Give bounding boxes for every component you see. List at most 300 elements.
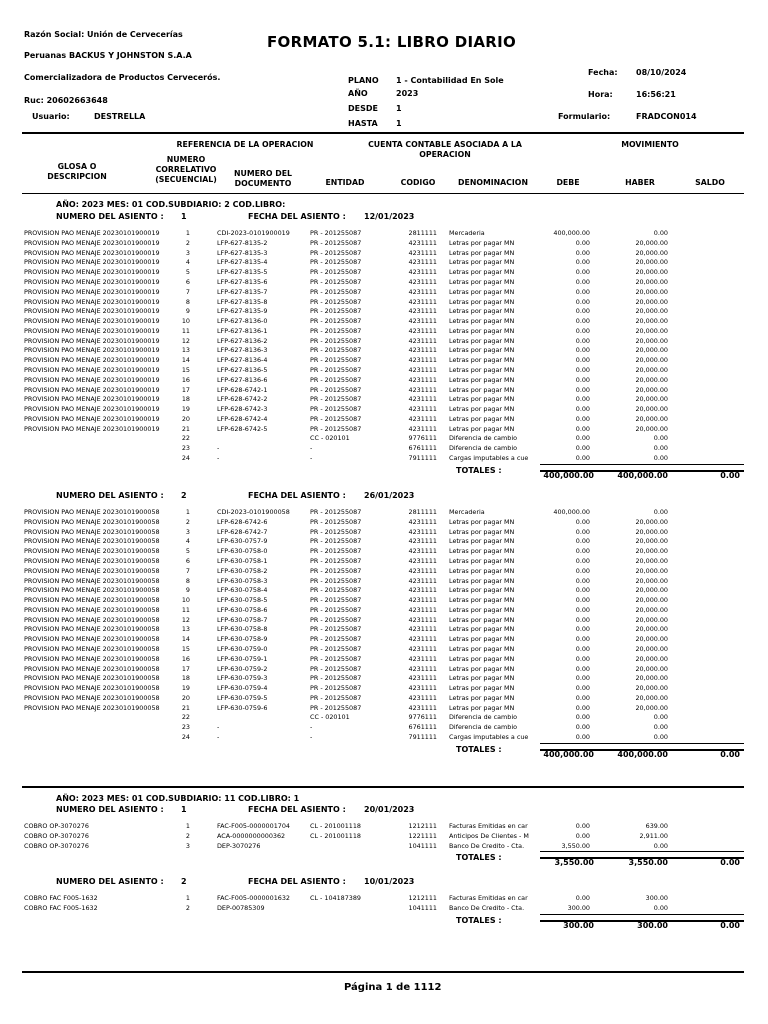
cell-denominacion: Letras por pagar MN <box>449 248 515 257</box>
cell-glosa: PROVISION PAO MENAJE 20230101900019 <box>24 307 160 316</box>
asiento-number: 1 <box>181 805 187 814</box>
razon-social-line3: Comercializadora de Productos Cervecerós. <box>24 73 221 82</box>
cell-haber: 20,000.00 <box>635 674 668 683</box>
table-row <box>0 444 768 454</box>
cell-documento: LFP-630-0759-0 <box>217 644 268 653</box>
cell-glosa: PROVISION PAO MENAJE 20230101900019 <box>24 326 160 335</box>
table-row <box>0 704 768 714</box>
cell-entidad: PR - 201255087 <box>310 693 362 702</box>
fecha-asiento-value: 20/01/2023 <box>364 805 415 814</box>
cell-haber: 20,000.00 <box>635 346 668 355</box>
cell-documento: LFP-628-6742-1 <box>217 385 268 394</box>
cell-numero: 20 <box>181 414 190 423</box>
table-row <box>0 665 768 675</box>
cell-codigo: 4231111 <box>408 635 437 644</box>
table-row <box>0 586 768 596</box>
cell-entidad: PR - 201255087 <box>310 297 362 306</box>
cell-denominacion: Letras por pagar MN <box>449 596 515 604</box>
cell-codigo: 4231111 <box>408 703 437 712</box>
cell-denominacion: Letras por pagar MN <box>449 517 515 526</box>
cell-documento: LFP-627-8136-4 <box>217 356 268 365</box>
cell-debe: 0.00 <box>575 615 590 624</box>
cell-numero: 2 <box>185 238 190 247</box>
cell-numero: 24 <box>181 453 190 462</box>
totals-rule-top <box>540 743 744 744</box>
cell-entidad: CC - 020101 <box>310 713 350 722</box>
cell-debe: 0.00 <box>575 258 590 267</box>
cell-denominacion: Letras por pagar MN <box>449 414 515 423</box>
cell-debe: 0.00 <box>575 277 590 286</box>
cell-documento: LFP-630-0758-1 <box>217 556 268 565</box>
cell-entidad: PR - 201255087 <box>310 547 362 556</box>
table-row <box>0 635 768 645</box>
cell-haber: 20,000.00 <box>635 547 668 556</box>
cell-debe: 0.00 <box>575 307 590 316</box>
cell-haber: 0.00 <box>653 508 668 516</box>
cell-debe: 0.00 <box>575 537 590 546</box>
table-row <box>0 655 768 665</box>
totals-rule <box>540 749 744 751</box>
cell-codigo: 4231111 <box>408 375 437 384</box>
total-debe: 400,000.00 <box>543 471 594 480</box>
cell-entidad: PR - 201255087 <box>310 248 362 257</box>
cell-codigo: 4231111 <box>408 586 437 595</box>
cell-documento: LFP-627-8136-6 <box>217 375 268 384</box>
cell-denominacion: Diferencia de cambio <box>449 713 518 722</box>
cell-debe: 0.00 <box>575 365 590 374</box>
cell-documento: LFP-628-6742-7 <box>217 527 268 536</box>
cell-denominacion: Letras por pagar MN <box>449 644 515 653</box>
cell-glosa: PROVISION PAO MENAJE 20230101900019 <box>24 375 160 384</box>
cell-haber: 20,000.00 <box>635 326 668 335</box>
cell-haber: 0.00 <box>653 453 668 462</box>
cell-haber: 20,000.00 <box>635 605 668 614</box>
cell-numero: 5 <box>185 547 190 556</box>
cell-entidad: PR - 201255087 <box>310 395 362 404</box>
table-row <box>0 894 768 904</box>
cell-denominacion: Mercaderia <box>449 508 485 516</box>
cell-debe: 0.00 <box>575 664 590 673</box>
cell-denominacion: Diferencia de cambio <box>449 434 518 443</box>
cell-glosa: PROVISION PAO MENAJE 20230101900019 <box>24 238 160 247</box>
cell-debe: 0.00 <box>575 414 590 423</box>
cell-glosa: PROVISION PAO MENAJE 20230101900058 <box>24 635 160 644</box>
cell-documento: LFP-630-0759-2 <box>217 664 268 673</box>
asiento-label: NUMERO DEL ASIENTO : <box>56 491 164 500</box>
cell-denominacion: Banco De Credito - Cta. <box>449 841 525 850</box>
cell-numero: 10 <box>181 596 190 604</box>
cell-haber: 2,911.00 <box>639 831 668 840</box>
cell-documento: LFP-630-0759-6 <box>217 703 268 712</box>
cell-codigo: 4231111 <box>408 684 437 692</box>
column-header-divider <box>22 193 744 194</box>
cell-entidad: - <box>310 444 313 453</box>
cell-entidad: PR - 201255087 <box>310 586 362 595</box>
cell-documento: LFP-627-8135-8 <box>217 297 268 306</box>
table-row <box>0 822 768 832</box>
cell-debe: 0.00 <box>575 674 590 683</box>
cell-debe: 0.00 <box>575 424 590 433</box>
cell-numero: 14 <box>181 635 190 644</box>
cell-documento: LFP-627-8136-3 <box>217 346 268 355</box>
cell-entidad: PR - 201255087 <box>310 644 362 653</box>
col-ref-operacion: REFERENCIA DE LA OPERACION <box>176 140 314 149</box>
totales-label: TOTALES : <box>456 853 502 862</box>
cell-haber: 20,000.00 <box>635 615 668 624</box>
table-row <box>0 278 768 288</box>
total-haber: 400,000.00 <box>617 750 668 759</box>
cell-glosa: PROVISION PAO MENAJE 20230101900058 <box>24 664 160 673</box>
cell-codigo: 4231111 <box>408 258 437 267</box>
cell-numero: 12 <box>181 336 190 345</box>
cell-denominacion: Letras por pagar MN <box>449 547 515 556</box>
cell-denominacion: Letras por pagar MN <box>449 527 515 536</box>
cell-entidad: CC - 020101 <box>310 434 350 443</box>
cell-glosa: PROVISION PAO MENAJE 20230101900058 <box>24 625 160 634</box>
cell-codigo: 4231111 <box>408 248 437 257</box>
cell-entidad: PR - 201255087 <box>310 268 362 277</box>
cell-glosa: PROVISION PAO MENAJE 20230101900058 <box>24 527 160 536</box>
cell-denominacion: Letras por pagar MN <box>449 287 515 296</box>
cell-haber: 20,000.00 <box>635 596 668 604</box>
cell-entidad: PR - 201255087 <box>310 385 362 394</box>
cell-documento: CDI-2023-0101900058 <box>217 508 290 516</box>
cell-codigo: 7911111 <box>408 453 437 462</box>
cell-haber: 0.00 <box>653 903 668 912</box>
cell-haber: 20,000.00 <box>635 336 668 345</box>
cell-haber: 20,000.00 <box>635 644 668 653</box>
fecha-asiento-label: FECHA DEL ASIENTO : <box>248 877 346 886</box>
table-row <box>0 904 768 914</box>
cell-numero: 23 <box>181 723 190 732</box>
col-numero-documento: NUMERO DEL DOCUMENTO <box>233 169 293 188</box>
cell-debe: 0.00 <box>575 644 590 653</box>
total-debe: 400,000.00 <box>543 750 594 759</box>
table-row <box>0 434 768 444</box>
anio-label: AÑO <box>348 89 368 98</box>
table-row <box>0 337 768 347</box>
cell-entidad: PR - 201255087 <box>310 336 362 345</box>
cell-denominacion: Letras por pagar MN <box>449 654 515 663</box>
cell-codigo: 4231111 <box>408 405 437 413</box>
cell-debe: 0.00 <box>575 894 590 902</box>
table-row <box>0 356 768 366</box>
cell-glosa: PROVISION PAO MENAJE 20230101900019 <box>24 268 160 277</box>
cell-documento: FAC-F005-0000001704 <box>217 822 290 830</box>
cell-entidad: CL - 104187389 <box>310 894 361 902</box>
cell-glosa: COBRO OP-3070276 <box>24 841 89 850</box>
razon-social-line2: Peruanas BACKUS Y JOHNSTON S.A.A <box>24 51 192 60</box>
cell-glosa: PROVISION PAO MENAJE 20230101900058 <box>24 556 160 565</box>
table-row <box>0 386 768 396</box>
cell-glosa: PROVISION PAO MENAJE 20230101900019 <box>24 248 160 257</box>
cell-entidad: PR - 201255087 <box>310 414 362 423</box>
page-title: FORMATO 5.1: LIBRO DIARIO <box>267 33 517 51</box>
cell-documento: LFP-627-8135-2 <box>217 238 268 247</box>
cell-numero: 19 <box>181 405 190 413</box>
cell-documento: LFP-630-0758-2 <box>217 566 268 575</box>
cell-denominacion: Letras por pagar MN <box>449 576 515 585</box>
cell-haber: 20,000.00 <box>635 664 668 673</box>
cell-documento: LFP-630-0759-1 <box>217 654 268 663</box>
cell-numero: 21 <box>181 703 190 712</box>
cell-denominacion: Letras por pagar MN <box>449 336 515 345</box>
table-row <box>0 288 768 298</box>
cell-debe: 0.00 <box>575 375 590 384</box>
anio-value: 2023 <box>396 89 419 98</box>
total-saldo: 0.00 <box>720 471 740 480</box>
cell-denominacion: Letras por pagar MN <box>449 307 515 316</box>
cell-haber: 20,000.00 <box>635 297 668 306</box>
col-haber: HABER <box>625 178 655 187</box>
cell-entidad: PR - 201255087 <box>310 596 362 604</box>
cell-debe: 0.00 <box>575 625 590 634</box>
cell-haber: 20,000.00 <box>635 356 668 365</box>
cell-numero: 12 <box>181 615 190 624</box>
cell-glosa: PROVISION PAO MENAJE 20230101900058 <box>24 615 160 624</box>
cell-glosa: PROVISION PAO MENAJE 20230101900058 <box>24 566 160 575</box>
cell-numero: 13 <box>181 625 190 634</box>
cell-entidad: CL - 201001118 <box>310 831 361 840</box>
total-haber: 300.00 <box>637 921 668 930</box>
cell-numero: 22 <box>181 713 190 722</box>
cell-entidad: PR - 201255087 <box>310 277 362 286</box>
cell-codigo: 4231111 <box>408 307 437 316</box>
cell-entidad: PR - 201255087 <box>310 615 362 624</box>
table-row <box>0 317 768 327</box>
section-divider <box>22 786 744 788</box>
table-row <box>0 249 768 259</box>
cell-glosa: PROVISION PAO MENAJE 20230101900058 <box>24 644 160 653</box>
cell-debe: 0.00 <box>575 356 590 365</box>
cell-numero: 9 <box>185 586 190 595</box>
plano-value: 1 - Contabilidad En Sole <box>396 76 504 85</box>
table-row <box>0 415 768 425</box>
cell-glosa: PROVISION PAO MENAJE 20230101900019 <box>24 356 160 365</box>
cell-haber: 20,000.00 <box>635 287 668 296</box>
col-numero-correlativo: NUMERO CORRELATIVO (SECUENCIAL) <box>155 155 217 184</box>
totals-rule-top <box>540 851 744 852</box>
cell-debe: 3,550.00 <box>561 841 590 850</box>
cell-documento: LFP-630-0757-9 <box>217 537 268 546</box>
cell-glosa: PROVISION PAO MENAJE 20230101900019 <box>24 405 160 413</box>
cell-glosa: PROVISION PAO MENAJE 20230101900058 <box>24 586 160 595</box>
col-saldo: SALDO <box>695 178 725 187</box>
cell-denominacion: Anticipos De Clientes - M <box>449 831 529 840</box>
cell-documento: LFP-627-8135-3 <box>217 248 268 257</box>
cell-entidad: PR - 201255087 <box>310 238 362 247</box>
cell-denominacion: Letras por pagar MN <box>449 684 515 692</box>
plano-label: PLANO <box>348 76 379 85</box>
page-number: Página 1 de 1112 <box>344 982 442 993</box>
cell-glosa: PROVISION PAO MENAJE 20230101900058 <box>24 517 160 526</box>
cell-codigo: 4231111 <box>408 277 437 286</box>
cell-glosa: PROVISION PAO MENAJE 20230101900019 <box>24 229 160 237</box>
cell-numero: 15 <box>181 644 190 653</box>
table-row <box>0 376 768 386</box>
header-divider <box>22 132 744 134</box>
cell-denominacion: Mercaderia <box>449 229 485 237</box>
cell-codigo: 4231111 <box>408 547 437 556</box>
cell-codigo: 4231111 <box>408 297 437 306</box>
cell-glosa: PROVISION PAO MENAJE 20230101900058 <box>24 596 160 604</box>
cell-codigo: 1212111 <box>408 822 437 830</box>
cell-debe: 0.00 <box>575 723 590 732</box>
cell-debe: 0.00 <box>575 822 590 830</box>
cell-codigo: 4231111 <box>408 654 437 663</box>
cell-codigo: 4231111 <box>408 385 437 394</box>
cell-haber: 0.00 <box>653 841 668 850</box>
cell-numero: 15 <box>181 365 190 374</box>
cell-documento: LFP-627-8135-7 <box>217 287 268 296</box>
cell-codigo: 2811111 <box>408 508 437 516</box>
col-codigo: CODIGO <box>400 178 436 187</box>
table-row <box>0 454 768 464</box>
cell-documento: ACA-0000000000362 <box>217 831 286 840</box>
cell-documento: LFP-627-8135-6 <box>217 277 268 286</box>
cell-documento: DEP-00785309 <box>217 903 265 912</box>
cell-codigo: 4231111 <box>408 424 437 433</box>
cell-debe: 0.00 <box>575 385 590 394</box>
cell-glosa: PROVISION PAO MENAJE 20230101900058 <box>24 674 160 683</box>
cell-glosa: PROVISION PAO MENAJE 20230101900058 <box>24 508 160 516</box>
cell-documento: LFP-628-6742-3 <box>217 405 268 413</box>
cell-numero: 17 <box>181 664 190 673</box>
cell-numero: 1 <box>185 822 190 830</box>
cell-codigo: 4231111 <box>408 644 437 653</box>
cell-codigo: 4231111 <box>408 395 437 404</box>
cell-debe: 300.00 <box>567 903 590 912</box>
table-row <box>0 537 768 547</box>
cell-entidad: PR - 201255087 <box>310 635 362 644</box>
col-debe: DEBE <box>556 178 580 187</box>
cell-numero: 21 <box>181 424 190 433</box>
table-row <box>0 239 768 249</box>
cell-haber: 0.00 <box>653 434 668 443</box>
col-glosa: GLOSA O DESCRIPCION <box>47 162 107 181</box>
table-row <box>0 366 768 376</box>
cell-numero: 3 <box>185 841 190 850</box>
table-row <box>0 694 768 704</box>
cell-haber: 20,000.00 <box>635 693 668 702</box>
cell-haber: 20,000.00 <box>635 268 668 277</box>
cell-denominacion: Facturas Emitidas en car <box>449 822 528 830</box>
cell-haber: 20,000.00 <box>635 625 668 634</box>
cell-debe: 0.00 <box>575 297 590 306</box>
cell-glosa: PROVISION PAO MENAJE 20230101900019 <box>24 317 160 325</box>
cell-glosa: COBRO OP-3070276 <box>24 831 89 840</box>
cell-codigo: 4231111 <box>408 317 437 325</box>
cell-codigo: 4231111 <box>408 326 437 335</box>
cell-codigo: 4231111 <box>408 615 437 624</box>
cell-documento: LFP-630-0758-8 <box>217 625 268 634</box>
cell-entidad: PR - 201255087 <box>310 684 362 692</box>
cell-haber: 20,000.00 <box>635 654 668 663</box>
cell-debe: 0.00 <box>575 732 590 741</box>
fecha-asiento-label: FECHA DEL ASIENTO : <box>248 491 346 500</box>
usuario-value: DESTRELLA <box>94 112 146 121</box>
cell-debe: 0.00 <box>575 654 590 663</box>
table-row <box>0 268 768 278</box>
cell-denominacion: Letras por pagar MN <box>449 317 515 325</box>
hasta-label: HASTA <box>348 119 378 128</box>
cell-debe: 0.00 <box>575 576 590 585</box>
cell-haber: 20,000.00 <box>635 556 668 565</box>
hora-value: 16:56:21 <box>636 90 676 99</box>
cell-numero: 1 <box>185 508 190 516</box>
cell-denominacion: Cargas imputables a cue <box>449 732 529 741</box>
cell-numero: 6 <box>185 277 190 286</box>
totals-rule-top <box>540 464 744 465</box>
cell-glosa: PROVISION PAO MENAJE 20230101900019 <box>24 414 160 423</box>
cell-numero: 16 <box>181 654 190 663</box>
cell-denominacion: Letras por pagar MN <box>449 375 515 384</box>
cell-entidad: PR - 201255087 <box>310 664 362 673</box>
table-row <box>0 723 768 733</box>
col-movimiento: MOVIMIENTO <box>621 140 679 149</box>
cell-haber: 20,000.00 <box>635 258 668 267</box>
cell-denominacion: Letras por pagar MN <box>449 297 515 306</box>
cell-documento: FAC-F005-0000001632 <box>217 894 290 902</box>
cell-entidad: PR - 201255087 <box>310 424 362 433</box>
cell-haber: 20,000.00 <box>635 405 668 413</box>
cell-documento: DEP-3070276 <box>217 841 261 850</box>
cell-codigo: 4231111 <box>408 365 437 374</box>
col-cuenta-contable: CUENTA CONTABLE ASOCIADA A LA OPERACION <box>368 140 522 159</box>
cell-numero: 16 <box>181 375 190 384</box>
cell-debe: 0.00 <box>575 326 590 335</box>
cell-codigo: 9776111 <box>408 713 437 722</box>
cell-numero: 22 <box>181 434 190 443</box>
cell-denominacion: Letras por pagar MN <box>449 385 515 394</box>
cell-documento: LFP-630-0758-6 <box>217 605 268 614</box>
cell-glosa: PROVISION PAO MENAJE 20230101900019 <box>24 297 160 306</box>
cell-denominacion: Letras por pagar MN <box>449 258 515 267</box>
cell-debe: 0.00 <box>575 635 590 644</box>
totals-rule <box>540 920 744 922</box>
cell-debe: 0.00 <box>575 547 590 556</box>
cell-entidad: PR - 201255087 <box>310 287 362 296</box>
table-row <box>0 395 768 405</box>
cell-debe: 0.00 <box>575 444 590 453</box>
cell-debe: 0.00 <box>575 703 590 712</box>
cell-debe: 400,000.00 <box>553 508 590 516</box>
cell-codigo: 4231111 <box>408 287 437 296</box>
total-debe: 300.00 <box>563 921 594 930</box>
cell-haber: 0.00 <box>653 444 668 453</box>
cell-entidad: PR - 201255087 <box>310 625 362 634</box>
cell-numero: 18 <box>181 674 190 683</box>
cell-entidad: PR - 201255087 <box>310 356 362 365</box>
fecha-asiento-value: 12/01/2023 <box>364 212 415 221</box>
table-row <box>0 577 768 587</box>
cell-numero: 8 <box>185 297 190 306</box>
table-row <box>0 346 768 356</box>
cell-numero: 11 <box>181 605 190 614</box>
cell-codigo: 4231111 <box>408 356 437 365</box>
cell-glosa: PROVISION PAO MENAJE 20230101900058 <box>24 703 160 712</box>
cell-debe: 0.00 <box>575 517 590 526</box>
cell-codigo: 4231111 <box>408 625 437 634</box>
cell-haber: 20,000.00 <box>635 586 668 595</box>
formulario-value: FRADCON014 <box>636 112 697 121</box>
cell-documento: LFP-628-6742-6 <box>217 517 268 526</box>
cell-documento: LFP-630-0759-4 <box>217 684 268 692</box>
table-row <box>0 684 768 694</box>
total-saldo: 0.00 <box>720 750 740 759</box>
cell-denominacion: Letras por pagar MN <box>449 625 515 634</box>
cell-codigo: 7911111 <box>408 732 437 741</box>
